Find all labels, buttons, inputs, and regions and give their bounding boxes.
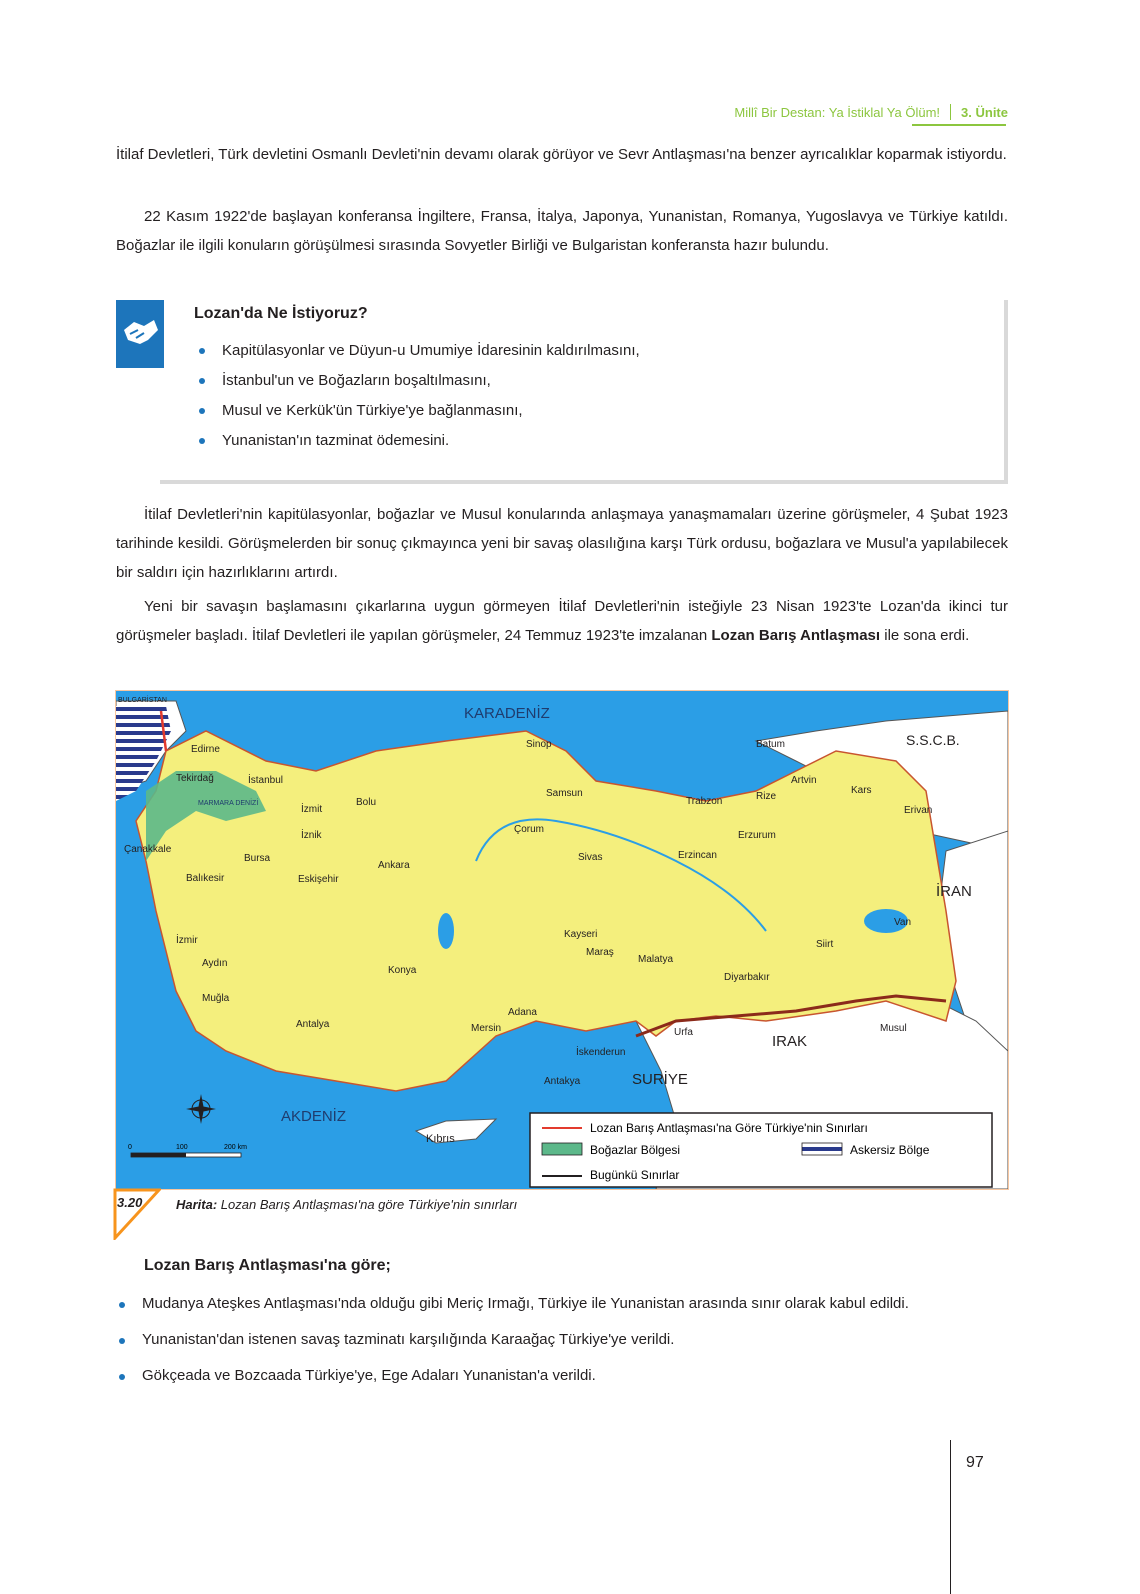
map-city-iskenderun: İskenderun: [576, 1047, 626, 1058]
list-item: Musul ve Kerkük'ün Türkiye'ye bağlanmasını,: [196, 396, 640, 426]
map-city-eskisehir: Eskişehir: [298, 874, 339, 885]
map-label-syria: SURİYE: [632, 1071, 688, 1088]
map-city-adana: Adana: [508, 1007, 537, 1018]
map-label-bulgaria: BULGARİSTAN: [118, 697, 167, 704]
map-city-erzincan: Erzincan: [678, 850, 717, 861]
handshake-icon: [116, 300, 164, 368]
map-city-urfa: Urfa: [674, 1027, 693, 1038]
map-city-batum: Batum: [756, 739, 785, 750]
map-label-akdeniz: AKDENİZ: [281, 1108, 347, 1125]
map-city-izmir: İzmir: [176, 935, 198, 946]
map-city-maras: Maraş: [586, 947, 614, 958]
map-city-corum: Çorum: [514, 824, 545, 835]
header-underline: [912, 124, 1006, 126]
map-city-mersin: Mersin: [471, 1023, 502, 1034]
map-label-iran: İRAN: [936, 883, 972, 900]
map-city-sinop: Sinop: [526, 739, 552, 750]
chapter-title: Millî Bir Destan: Ya İstiklal Ya Ölüm!: [734, 104, 941, 120]
treaty-terms-list: [116, 1290, 1008, 1398]
map-city-tekirdag: Tekirdağ: [176, 773, 214, 784]
paragraph-3: İtilaf Devletleri'nin kapitülasyonlar, boğazlar ve Musul konularında anlaşmaya yanaşmamaları üzerine görüşmeler, 4 Şubat 1923 tarihinde kesildi. Görüşmelerden bir sonuç çıkmayınca yeni bir savaş olasılığına karşı Türk ordusu, boğazlara ve Musul'a yapılabilecek bir saldırı için hazırlıklarını artırdı.: [116, 506, 1008, 581]
map-city-sivas: Sivas: [578, 852, 603, 863]
svg-text:100: 100: [176, 1144, 188, 1151]
map-city-erzurum: Erzurum: [738, 830, 776, 841]
list-item: Mudanya Ateşkes Antlaşması'nda olduğu gibi Meriç Irmağı, Türkiye ile Yunanistan arasında sınır olarak kabul edildi.: [116, 1290, 1008, 1318]
map-city-samsun: Samsun: [546, 788, 583, 799]
box-title: Lozan'da Ne İstiyoruz?: [194, 305, 368, 322]
legend-demil: Askersiz Bölge: [850, 1143, 930, 1157]
section-subhead: Lozan Barış Antlaşması'na göre;: [144, 1257, 391, 1274]
paragraph-1: İtilaf Devletleri, Türk devletini Osmanlı Devleti'nin devamı olarak görüyor ve Sevr Antlaşması'na benzer ayrıcalıklar koparmak istiyordu.: [116, 146, 1007, 163]
map-city-rize: Rize: [756, 791, 777, 802]
svg-text:200 km: 200 km: [224, 1144, 247, 1151]
map-city-istanbul: İstanbul: [248, 775, 284, 786]
map-legend: [530, 1113, 992, 1187]
map-label-ussr: S.S.C.B.: [906, 732, 960, 748]
list-item: Kapitülasyonlar ve Düyun-u Umumiye İdaresinin kaldırılmasını,: [196, 336, 640, 366]
map-label-cyprus: Kıbrıs: [426, 1133, 455, 1145]
box-list: [196, 336, 640, 456]
paragraph-2: 22 Kasım 1922'de başlayan konferansa İngiltere, Fransa, İtalya, Japonya, Yunanistan, Romanya, Yugoslavya ve Türkiye katıldı. Boğazlar ile ilgili konuların görüşülmesi sırasında Sovyetler Birliği ve Bulgaristan konferansta hazır bulundu.: [116, 208, 1008, 254]
map-city-malatya: Malatya: [638, 954, 674, 965]
legend-current: Bugünkü Sınırlar: [590, 1168, 680, 1182]
map-label-iraq: IRAK: [772, 1033, 808, 1050]
unit-label: 3. Ünite: [961, 104, 1008, 120]
map-city-bolu: Bolu: [356, 797, 377, 808]
map-city-kars: Kars: [851, 785, 872, 796]
map-city-musul: Musul: [880, 1023, 907, 1034]
list-item: Gökçeada ve Bozcaada Türkiye'ye, Ege Adaları Yunanistan'a verildi.: [116, 1362, 1008, 1390]
map-city-canakkale: Çanakkale: [124, 844, 172, 855]
map-city-diyarbakir: Diyarbakır: [724, 972, 770, 983]
map-city-trabzon: Trabzon: [686, 796, 723, 807]
map-city-konya: Konya: [388, 965, 417, 976]
map-city-balikesir: Balıkesir: [186, 873, 225, 884]
map-city-antakya: Antakya: [544, 1076, 581, 1087]
page-number-rule: [950, 1440, 951, 1594]
map-city-erivan: Erivan: [904, 805, 933, 816]
page-number: 97: [966, 1454, 984, 1471]
map-city-mugla: Muğla: [202, 993, 230, 1004]
map-city-antalya: Antalya: [296, 1019, 330, 1030]
map-city-ankara: Ankara: [378, 860, 410, 871]
paragraph-4: Yeni bir savaşın başlamasını çıkarlarına uygun görmeyen İtilaf Devletleri'nin isteğiyle 23 Nisan 1923'te Lozan'da ikinci tur görüşmeler başladı. İtilaf Devletleri ile yapılan görüşmeler, 24 Temmuz 1923'te imzalanan Lozan Barış Antlaşması ile sona erdi.: [116, 598, 1008, 644]
map-city-van: Van: [894, 917, 912, 928]
legend-border: Lozan Barış Antlaşması'na Göre Türkiye'nin Sınırları: [590, 1121, 868, 1135]
map-city-siirt: Siirt: [816, 939, 834, 950]
figure-number: 3.20: [117, 1195, 143, 1210]
list-item: Yunanistan'dan istenen savaş tazminatı karşılığında Karaağaç Türkiye'ye verildi.: [116, 1326, 1008, 1354]
running-header: [734, 104, 1008, 120]
map-city-bursa: Bursa: [244, 853, 271, 864]
map-city-edirne: Edirne: [191, 744, 220, 755]
lozan-map: [115, 690, 1009, 1190]
map-city-aydin: Aydın: [202, 958, 228, 969]
treaty-name: Lozan Barış Antlaşması: [711, 627, 881, 644]
figure-caption: Harita: Lozan Barış Antlaşması'na göre Türkiye'nin sınırları: [176, 1197, 518, 1212]
legend-straits: Boğazlar Bölgesi: [590, 1143, 681, 1157]
tuz-lake: [438, 913, 454, 949]
map-label-karadeniz: KARADENİZ: [464, 705, 550, 722]
header-separator: [950, 104, 951, 120]
map-label-marmara: MARMARA DENİZİ: [198, 800, 259, 807]
map-city-artvin: Artvin: [791, 775, 817, 786]
map-city-izmit: İzmit: [301, 804, 323, 815]
list-item: Yunanistan'ın tazminat ödemesini.: [196, 426, 640, 456]
svg-text:0: 0: [128, 1144, 132, 1151]
list-item: İstanbul'un ve Boğazların boşaltılmasını,: [196, 366, 640, 396]
map-city-kayseri: Kayseri: [564, 929, 598, 940]
map-city-iznik: İznik: [301, 830, 322, 841]
